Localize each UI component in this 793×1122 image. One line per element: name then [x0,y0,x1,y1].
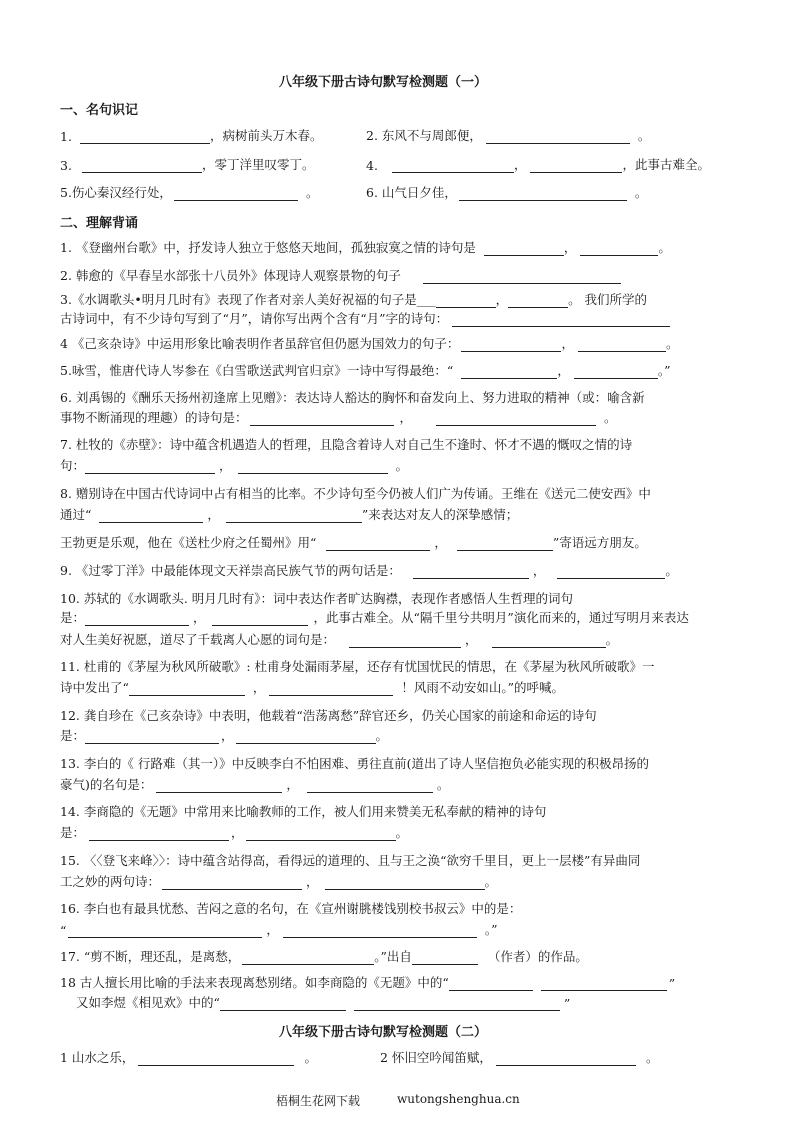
answer-blank[interactable] [89,826,229,841]
answer-blank[interactable] [325,875,485,890]
s2-line-7: 6. 刘禹锡的《酬乐天扬州初逢席上见赠》：表达诗人豁达的胸怀和奋发向上、努力进取的精神（或：喻含新 [60,390,645,405]
t2-q1-line: 1 山水之乐， 。 [60,1050,317,1065]
section-heading-recall: 一、名句识记 [60,103,139,118]
s2-line-24: 14. 李商隐的《无题》中常用来比喻教师的工作，被人们用来赞美无私奉献的精神的诗句 [60,804,547,819]
s2-line-23: 豪气)的名句是： ， 。 [60,777,450,792]
s2-line-12: 通过“ ， ”来表达对友人的深挚感情； [60,507,519,522]
s2-line-6: 5.咏雪，惟唐代诗人岑参在《白雪歌送武判官归京》一诗中写得最绝：“ ， 。” [60,363,671,378]
answer-blank[interactable] [138,1051,294,1066]
s2-line-8: 事物不断涌现的理趣）的诗句是： ， 。 [60,410,617,425]
t2-q2-line: 2 怀旧空吟闻笛赋， 。 [380,1050,659,1065]
footer-site-url: wutongshenghua.cn [397,1092,520,1106]
s2-line-16: 是： ， ，此事古难全。从“隔千里兮共明月”演化而来的，通过写明月来表达 [60,610,689,625]
answer-blank[interactable] [436,411,596,426]
answer-blank[interactable] [246,826,396,841]
s2-line-15: 10. 苏轼的《水调歌头. 明月几时有》：词中表达作者旷达胸襟，表现作者感悟人生哲理的词句 [60,591,574,606]
answer-blank[interactable] [484,241,564,256]
s2-line-26: 15. 〈〈登飞来峰〉〉：诗中蕴含站得高，看得远的道理的、且与王之涣“欲穷千里目，更上一层楼”有异曲同 [60,853,641,868]
answer-blank[interactable] [129,681,245,696]
q4-line: 4. ， ，此事古难全。 [366,157,710,173]
answer-blank[interactable] [220,996,346,1011]
footer-site-name: 梧桐生花网下载 [276,1094,361,1108]
answer-blank[interactable] [578,337,666,352]
s2-line-10: 句： ， 。 [60,458,409,473]
test-title-1: 八年级下册古诗句默写检测题（一） [279,75,488,90]
answer-blank[interactable] [68,923,262,938]
s2-line-18: 11. 杜甫的《茅屋为秋风所破歌》: 杜甫身处漏雨茅屋，还存有忧国忧民的情思，在《茅屋为秋风所破歌》一 [60,659,655,674]
answer-blank[interactable] [99,508,203,523]
answer-blank[interactable] [85,459,215,474]
s2-line-27: 工之妙的两句诗： ， 。 [60,874,498,889]
s2-line-3: 3.《水调歌头•明月几时有》表现了作者对亲人美好祝福的句子是___ ， 。 我们所学的 [60,292,648,307]
answer-blank[interactable] [557,564,665,579]
answer-blank[interactable] [349,633,461,648]
answer-blank[interactable] [392,158,514,173]
s2-line-5: 4 《己亥杂诗》中运用形象比喻表明作者虽辞官但仍愿为国效力的句子： ， 。 [60,336,679,351]
s2-line-20: 12. 龚自珍在《己亥杂诗》中表明，他载着“浩荡离愁”辞官还乡，仍关心国家的前途和命运的诗句 [60,708,597,723]
answer-blank[interactable] [250,411,394,426]
s2-line-30: 17. “剪不断，理还乱，是离愁， 。”出自 （作者）的作品。 [60,949,588,964]
q1-line: 1. ，病树前头万木春。 [60,128,323,144]
s2-line-17: 对人生美好祝愿，道尽了千载离人心愿的词句是： ， 。 [60,632,619,647]
answer-blank[interactable] [413,564,529,579]
answer-blank[interactable] [85,729,219,744]
q2-line: 2. 东风不与周郎便， 。 [366,128,651,143]
answer-blank[interactable] [307,778,433,793]
answer-blank[interactable] [238,459,388,474]
answer-blank[interactable] [449,976,533,991]
s2-line-22: 13. 李白的《 行路难（其一）》中反映李白不怕困难、勇往直前(道出了诗人坚信抱负必能实现的积极昂扬的 [60,756,649,771]
answer-blank[interactable] [436,293,496,308]
s2-line-19: 诗中发出了“ ， ！风雨不动安如山。”的呼喊。 [60,680,565,695]
answer-blank[interactable] [269,681,393,696]
s2-line-9: 7. 杜牧的《赤壁》：诗中蕴含机遇造人的哲理，且隐含着诗人对自己生不逢时、怀才不遇的慨叹之情的诗 [60,437,633,452]
s2-line-13: 王勃更是乐观，他在《送杜少府之任蜀州》用“ ， ”寄语远方朋友。 [60,535,647,550]
answer-blank[interactable] [574,364,658,379]
answer-blank[interactable] [461,364,557,379]
s2-line-14: 9. 《过零丁洋》中最能体现文天祥崇高民族气节的两句话是： ， 。 [60,563,678,578]
answer-blank[interactable] [326,536,430,551]
s2-line-4: 古诗词中，有不少诗句写到了“月”，请你写出两个含有“月”字的诗句： [60,309,670,327]
s2-line-1: 1. 《登幽州台歌》中，抒发诗人独立于悠悠天地间，孤独寂寞之情的诗句是 ， 。 [60,240,671,255]
s2-line-25: 是： ， 。 [60,825,409,840]
answer-blank[interactable] [459,186,627,201]
answer-blank[interactable] [85,611,189,626]
answer-blank[interactable] [226,508,362,523]
answer-blank[interactable] [174,186,298,201]
answer-blank[interactable] [82,158,202,173]
q6-line: 6. 山气日夕佳， 。 [366,185,648,200]
q5-line: 5.伤心秦汉经行处， 。 [60,185,319,200]
s2-line-21: 是： ， 。 [60,728,389,743]
answer-blank[interactable] [496,1051,636,1066]
s2-line-11: 8. 赠别诗在中国古代诗词中占有相当的比率。不少诗句至今仍被人们广为传诵。王维在《送元二使安西》中 [60,486,651,501]
answer-blank[interactable] [156,778,282,793]
answer-blank[interactable] [530,158,622,173]
answer-blank[interactable] [580,241,658,256]
s2-line-32: 又如李煜《相见欢》中的“ ” [76,995,571,1011]
answer-blank[interactable] [236,729,376,744]
answer-blank[interactable] [508,293,568,308]
answer-blank[interactable] [80,129,210,144]
answer-blank[interactable] [423,269,621,284]
answer-blank[interactable] [492,633,606,648]
answer-blank[interactable] [461,337,561,352]
section-heading-comprehension: 二、理解背诵 [60,216,139,231]
answer-blank[interactable] [486,129,630,144]
s2-line-31: 18 古人擅长用比喻的手法来表现离愁别绪。如李商隐的《无题》中的“ ” [60,975,676,991]
s2-line-29: “ ， 。” [60,922,498,938]
answer-blank[interactable] [457,536,553,551]
answer-blank[interactable] [412,950,478,965]
s2-line-28: 16. 李白也有最具忧愁、苦闷之意的名句，在《宣州谢朓楼饯别校书叔云》中的是： [60,901,522,916]
answer-blank[interactable] [452,312,670,327]
test-title-2: 八年级下册古诗句默写检测题（二） [279,1025,488,1040]
q3-line: 3. ，零丁洋里叹零丁。 [60,157,315,173]
answer-blank[interactable] [354,996,560,1011]
answer-blank[interactable] [242,950,374,965]
s2-line-2: 2. 韩愈的《早春呈水部张十八员外》体现诗人观察景物的句子 [60,266,621,284]
answer-blank[interactable] [212,611,308,626]
answer-blank[interactable] [283,923,477,938]
answer-blank[interactable] [162,875,302,890]
answer-blank[interactable] [541,976,667,991]
